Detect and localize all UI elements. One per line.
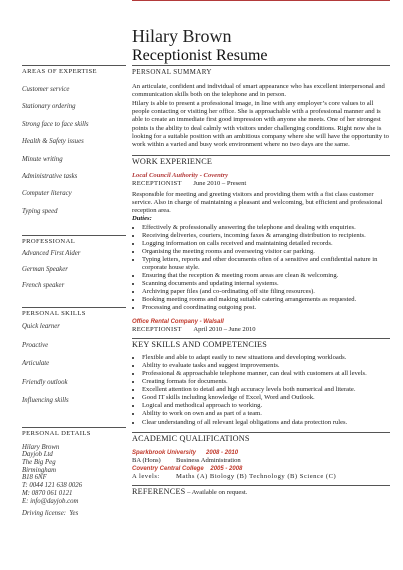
detail-line: Dayjob Ltd bbox=[22, 451, 53, 459]
mobile-line: M: 0870 061 0121 bbox=[22, 489, 73, 497]
job-role: RECEPTIONIST bbox=[132, 180, 182, 188]
divider bbox=[22, 235, 126, 236]
main-column bbox=[132, 65, 390, 497]
skill-item: • Flexible and able to adapt easily to new situations and developing workloads. bbox=[142, 354, 390, 362]
skill-item: Quick learner bbox=[22, 323, 60, 331]
expertise-item: Typing speed bbox=[22, 207, 58, 215]
divider bbox=[132, 432, 390, 433]
professional-item: Advanced First Aider bbox=[22, 250, 81, 258]
duty-item: • Effectively & professionally answering the telephone and dealing with enquiries. bbox=[142, 224, 390, 232]
job-dates: April 2010 – June 2010 bbox=[193, 325, 256, 333]
references-text: – Available on request. bbox=[187, 489, 248, 497]
candidate-name: Hilary Brown bbox=[132, 26, 232, 46]
university-dates: 2008 - 2010 bbox=[206, 449, 239, 456]
expertise-item: Computer literacy bbox=[22, 190, 72, 198]
degree-label: BA (Hons) bbox=[132, 456, 161, 464]
skill-item: • Logical and methodical approach to working. bbox=[142, 402, 390, 410]
divider bbox=[22, 427, 126, 428]
experience-heading: WORK EXPERIENCE bbox=[132, 156, 213, 166]
summary-heading: PERSONAL SUMMARY bbox=[132, 68, 212, 76]
summary-paragraph: Hilary is able to present a professional image, in line with any employer’s core values to all people contacting or visiting her office. She is approachable with a professional manner and is able to create an immediate first good impression with anyone she meets. One of her strongest points is the ability to deal calmly with visitors under challenging conditions. Right now she is looking for a suitable position with an ambitious company where she will have the opportunity to work within a varied and busy work environment where no two days are the same. bbox=[132, 100, 389, 148]
employer-name: Office Rental Company - Walsall bbox=[132, 318, 224, 325]
expertise-item: Customer service bbox=[22, 86, 70, 93]
skill-item: • Professional & approachable telephone manner, can deal with customers at all levels. bbox=[142, 370, 390, 378]
job-description: Responsible for meeting and greeting visitors and providing them with a fist class customer service. Also in charge of maintaining a pleasant and welcoming, but efficient and professional reception area. bbox=[132, 191, 383, 215]
skill-item: Proactive bbox=[22, 341, 49, 349]
driving-license bbox=[22, 510, 126, 517]
header-rule bbox=[132, 0, 390, 1]
duties-label: Duties: bbox=[132, 215, 152, 223]
expertise-item: Administrative tasks bbox=[22, 172, 78, 180]
duty-item: • Receiving deliveries, couriers, incoming faxes & arranging distribution to recipients. bbox=[142, 232, 390, 240]
references-row bbox=[132, 488, 390, 497]
professional-heading: PROFESSIONAL bbox=[22, 238, 76, 246]
skill-item: • Ability to work on own and as part of a team. bbox=[142, 410, 390, 418]
detail-line: B18 6NF bbox=[22, 474, 47, 482]
expertise-item: Strong face to face skills bbox=[22, 120, 89, 128]
duty-item: • Organising the meeting rooms and overseeing visitor car parking. bbox=[142, 248, 390, 256]
skill-item: • Ability to evaluate tasks and suggest improvements. bbox=[142, 362, 390, 370]
professional-item: French speaker bbox=[22, 282, 65, 290]
divider bbox=[132, 65, 390, 66]
references-heading: REFERENCES bbox=[132, 487, 186, 497]
details-heading: PERSONAL DETAILS bbox=[22, 429, 91, 437]
skill-item: • Good IT skills including knowledge of Excel, Word and Outlook. bbox=[142, 394, 390, 402]
skill-item: • Clear understanding of all relevant legal obligations and data protection rules. bbox=[142, 419, 390, 427]
detail-line: Birmingham bbox=[22, 466, 56, 474]
email-line: E: info@dayjob.com bbox=[22, 497, 79, 505]
duty-item: • Scanning documents and updating internal systems. bbox=[142, 280, 390, 288]
driving-label: Driving license: bbox=[22, 510, 66, 518]
job-dates: June 2010 – Present bbox=[193, 180, 247, 188]
college-row bbox=[132, 465, 390, 473]
divider bbox=[132, 338, 390, 339]
skill-item: Influencing skills bbox=[22, 397, 69, 405]
divider bbox=[22, 65, 126, 66]
alevels-value: Maths (A) Biology (B) Technology (B) Science (C) bbox=[176, 473, 337, 481]
detail-line: The Big Peg bbox=[22, 459, 56, 467]
expertise-item: Minute writing bbox=[22, 155, 63, 163]
skill-item: • Creating formats for documents. bbox=[142, 378, 390, 386]
detail-line: Hilary Brown bbox=[22, 443, 60, 451]
university-row bbox=[132, 449, 390, 457]
degree-value: Business Administration bbox=[176, 456, 241, 464]
skills-list bbox=[132, 354, 390, 427]
skills-heading: PERSONAL SKILLS bbox=[22, 310, 86, 318]
job-role-row bbox=[132, 180, 390, 188]
degree-row bbox=[132, 457, 390, 465]
duty-item: • Processing and coordinating outgoing post. bbox=[142, 304, 390, 312]
university-name: Sparkbrook University bbox=[132, 449, 197, 456]
driving-value: Yes bbox=[69, 510, 79, 518]
expertise-heading: AREAS OF EXPERTISE bbox=[22, 68, 97, 75]
duty-item: • Ensuring that the reception & meeting room areas are clean & welcoming. bbox=[142, 272, 390, 280]
skill-item: Articulate bbox=[22, 360, 50, 368]
skill-item: Friendly outlook bbox=[22, 378, 68, 386]
duty-item: • Archiving paper files (and co-ordinating off site filing resources). bbox=[142, 288, 390, 296]
employer-name: Local Council Authority - Coventry bbox=[132, 171, 229, 179]
divider bbox=[22, 307, 126, 308]
summary-paragraph: An articulate, confident and individual of smart appearance who has excellent interpersonal and communication skills both on the telephone and in person. bbox=[132, 83, 385, 99]
divider bbox=[132, 485, 390, 486]
job-role: RECEPTIONIST bbox=[132, 325, 182, 333]
duty-item: • Typing letters, reports and other documents often of a sensitive and confidential nature in corporate house style. bbox=[142, 256, 390, 272]
resume-title: Receptionist Resume bbox=[132, 47, 268, 64]
college-dates: 2005 - 2008 bbox=[210, 465, 243, 472]
phone-line: T: 0044 121 638 0026 bbox=[22, 482, 83, 490]
skills-heading: KEY SKILLS AND COMPETENCIES bbox=[132, 339, 267, 349]
sidebar bbox=[22, 65, 126, 517]
duty-item: • Logging information on calls received and maintaining detailed records. bbox=[142, 240, 390, 248]
duties-list bbox=[132, 224, 390, 313]
divider bbox=[132, 155, 390, 156]
job-role-row bbox=[132, 326, 390, 334]
duty-item: • Booking meeting rooms and making suitable catering arrangements as requested. bbox=[142, 296, 390, 304]
expertise-item: Stationary ordering bbox=[22, 103, 76, 111]
alevels-row bbox=[132, 473, 390, 481]
skill-item: • Excellent attention to detail and high accuracy levels both numerical and literate. bbox=[142, 386, 390, 394]
professional-item: German Speaker bbox=[22, 266, 68, 274]
alevels-label: A levels: bbox=[132, 473, 160, 481]
qualifications-heading: ACADEMIC QUALIFICATIONS bbox=[132, 433, 250, 443]
expertise-item: Health & Safety issues bbox=[22, 138, 84, 146]
college-name: Coventry Central College bbox=[132, 465, 204, 472]
